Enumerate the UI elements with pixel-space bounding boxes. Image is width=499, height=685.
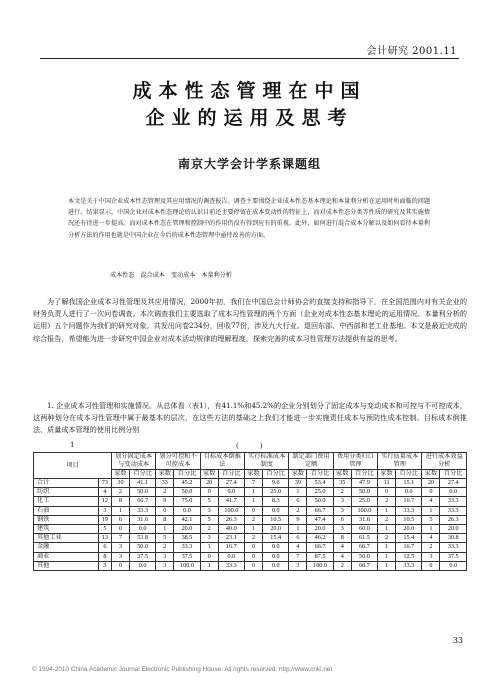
section-paragraph: 1. 企业成本习性管理和实施情况。从总体看（表1），有41.1%和45.2%的企业分别划分了固定成本与变动成本和可控与不可控成本，这两种划分在成本习性管理中属于最基本的层次，在这些方法的基础之上我们才能进一步实施责任成本与预防性成本控制。目标成本倒推法、质量成本管理的使用比例分别	[33, 401, 467, 435]
row-total: 3	[98, 561, 111, 570]
table-label: 1	[70, 441, 75, 449]
cell-percent: 37.5	[174, 552, 200, 561]
cell-count: 3	[333, 525, 351, 534]
cell-percent: 10.5	[396, 515, 422, 524]
sub-header-pct: 百分比	[351, 470, 377, 479]
cell-count: 2	[333, 488, 351, 497]
cell-percent: 33.3	[396, 506, 422, 515]
cell-percent: 26.3	[218, 515, 244, 524]
row-total: 4	[98, 488, 111, 497]
cell-percent: 50.0	[129, 543, 155, 552]
cell-count: 3	[289, 561, 307, 570]
cell-percent: 40.0	[218, 525, 244, 534]
group-header: 划分固定成本与变动成本	[111, 453, 155, 470]
keywords: 成本性态 混合成本 变动成本 本量利分析	[110, 272, 232, 279]
cell-percent: 33.3	[218, 561, 244, 570]
cell-percent: 61.5	[351, 534, 377, 543]
cell-count: 1	[378, 506, 396, 515]
cell-count: 1	[245, 497, 263, 506]
sub-header-count: 家数	[289, 470, 307, 479]
cell-count: 2	[245, 515, 263, 524]
cell-count: 20	[422, 479, 440, 488]
cell-count: 5	[200, 497, 218, 506]
cell-count: 3	[333, 497, 351, 506]
sub-header-count: 家数	[422, 470, 440, 479]
sub-header-count: 家数	[378, 470, 396, 479]
table-row	[34, 534, 467, 543]
cell-percent: 66.7	[307, 506, 333, 515]
page-number: 33	[452, 636, 463, 645]
cell-count: 3	[156, 552, 174, 561]
group-header: 费用分类归口管理	[333, 453, 377, 470]
cell-count: 2	[111, 488, 129, 497]
cell-count: 0	[422, 488, 440, 497]
cell-count: 1	[422, 506, 440, 515]
cell-percent: 37.5	[129, 552, 155, 561]
row-total: 5	[98, 525, 111, 534]
sub-header-pct: 百分比	[307, 470, 333, 479]
abstract: 本文是关于中国企业成本性态管理及其应用情况的调查报告。调查主要围绕企业成本性态基本理论和本量利分析在运用时所面临的问题进行。结果显示，中国企业对成本性态理论的认识目前还主要停留在成本变动性的特征上，而对成本性态分类等性质的研究及其实施情况还有待进一步提高。而对成本性态在管理和控制中的作用仍没有得到应有的重视。此外，如何进行混合成本分解以及如何看待本量利分析方法的作用也就是中国企业在今后的成本性态管理中亟待改善的方面。	[68, 198, 430, 239]
row-label: 石油	[34, 506, 99, 515]
sub-header-count: 家数	[156, 470, 174, 479]
cell-percent: 0.0	[174, 506, 200, 515]
sub-header-pct: 百分比	[174, 470, 200, 479]
cell-count: 2	[245, 534, 263, 543]
cell-count: 6	[333, 515, 351, 524]
cell-count: 5	[422, 515, 440, 524]
cell-percent: 47.4	[307, 515, 333, 524]
cell-percent: 33.3	[440, 506, 467, 515]
cell-percent: 37.5	[440, 552, 467, 561]
cell-count: 1	[200, 543, 218, 552]
cell-count: 3	[111, 552, 129, 561]
cell-percent: 15.4	[396, 534, 422, 543]
sub-header-count: 家数	[245, 470, 263, 479]
cell-count: 2	[333, 561, 351, 570]
cell-percent: 8.3	[263, 497, 289, 506]
cell-percent: 15.4	[263, 534, 289, 543]
cell-count: 1	[156, 525, 174, 534]
sub-header-pct: 百分比	[129, 470, 155, 479]
sub-header-count: 家数	[111, 470, 129, 479]
article-title-line2: 企业的运用及思考	[145, 107, 354, 129]
cell-percent: 33.3	[440, 497, 467, 506]
row-total: 12	[98, 497, 111, 506]
cell-percent: 50.0	[351, 488, 377, 497]
cell-count: 3	[422, 552, 440, 561]
cell-count: 0	[245, 561, 263, 570]
row-total: 19	[98, 515, 111, 524]
cell-percent: 9.6	[263, 479, 289, 488]
cell-count: 1	[289, 525, 307, 534]
cell-count: 30	[111, 479, 129, 488]
cell-count: 0	[245, 543, 263, 552]
cell-percent: 100.0	[351, 506, 377, 515]
cell-count: 2	[378, 515, 396, 524]
cell-percent: 87.5	[307, 552, 333, 561]
cell-percent: 0.0	[263, 543, 289, 552]
cell-count: 3	[200, 506, 218, 515]
cell-count: 1	[200, 561, 218, 570]
sub-header-pct: 百分比	[396, 470, 422, 479]
cell-percent: 50.0	[174, 488, 200, 497]
cell-count: 1	[378, 525, 396, 534]
cell-percent: 33.3	[396, 561, 422, 570]
cell-percent: 50.0	[307, 497, 333, 506]
cell-percent: 0.0	[129, 561, 155, 570]
cell-count: 33	[156, 479, 174, 488]
group-header: 制定部门费用定额	[289, 453, 333, 470]
cell-percent: 46.2	[307, 534, 333, 543]
header-rule	[40, 58, 459, 59]
sub-header-count: 家数	[333, 470, 351, 479]
cell-count: 0	[200, 488, 218, 497]
cell-count: 3	[111, 543, 129, 552]
cell-count: 2	[200, 525, 218, 534]
row-label: 商业	[34, 552, 99, 561]
cell-percent: 66.7	[307, 543, 333, 552]
cell-percent: 26.3	[440, 515, 467, 524]
cell-percent: 30.8	[440, 534, 467, 543]
cell-count: 1	[245, 525, 263, 534]
cell-count: 4	[289, 543, 307, 552]
cell-count: 5	[156, 534, 174, 543]
cell-percent: 100.0	[307, 561, 333, 570]
cell-percent: 10.5	[263, 515, 289, 524]
table-caption: ( )	[236, 442, 263, 450]
cell-count: 8	[111, 497, 129, 506]
cell-percent: 33.3	[440, 543, 467, 552]
row-label: 纺织	[34, 488, 99, 497]
cell-percent: 41.7	[218, 497, 244, 506]
row-label: 建筑	[34, 525, 99, 534]
cell-percent: 33.3	[129, 506, 155, 515]
cell-percent: 0.0	[263, 506, 289, 515]
cell-count: 3	[200, 534, 218, 543]
cell-count: 4	[422, 497, 440, 506]
cell-count: 2	[422, 543, 440, 552]
cell-count: 1	[245, 488, 263, 497]
cell-count: 1	[422, 525, 440, 534]
row-total: 8	[98, 552, 111, 561]
cell-count: 0	[422, 561, 440, 570]
row-label: 其他工业	[34, 534, 99, 543]
cell-count: 0	[245, 506, 263, 515]
cell-percent: 16.7	[396, 543, 422, 552]
cell-count: 2	[156, 488, 174, 497]
table-row	[34, 552, 467, 561]
cell-count: 4	[333, 552, 351, 561]
table-row	[34, 506, 467, 515]
cell-percent: 27.4	[440, 479, 467, 488]
cell-count: 0	[111, 561, 129, 570]
row-label: 化工	[34, 497, 99, 506]
cell-percent: 12.5	[396, 552, 422, 561]
cell-count: 0	[111, 525, 129, 534]
cell-percent: 20.0	[307, 525, 333, 534]
group-header: 实行质量成本管理	[378, 453, 422, 470]
cell-count: 20	[200, 479, 218, 488]
cell-percent: 53.4	[307, 479, 333, 488]
group-header: 划分可控和不可控成本	[156, 453, 200, 470]
cell-percent: 20.0	[174, 525, 200, 534]
table-row	[34, 561, 467, 570]
cell-count: 39	[289, 479, 307, 488]
cell-percent: 38.5	[174, 534, 200, 543]
cell-count: 4	[422, 534, 440, 543]
sub-header-pct: 百分比	[440, 470, 467, 479]
cell-count: 6	[289, 534, 307, 543]
cell-percent: 66.7	[351, 543, 377, 552]
cell-count: 0	[245, 552, 263, 561]
row-label: 钢铁	[34, 515, 99, 524]
group-header: 实行标准成本制度	[245, 453, 289, 470]
cell-count: 6	[111, 515, 129, 524]
cell-count: 0	[200, 552, 218, 561]
cell-percent: 23.1	[218, 534, 244, 543]
cell-percent: 75.0	[174, 497, 200, 506]
cell-percent: 20.0	[263, 525, 289, 534]
cell-percent: 15.1	[396, 479, 422, 488]
cell-percent: 25.0	[351, 497, 377, 506]
cell-percent: 0.0	[218, 488, 244, 497]
cell-percent: 66.7	[129, 497, 155, 506]
cell-count: 35	[333, 479, 351, 488]
table-row	[34, 497, 467, 506]
cell-count: 1	[378, 561, 396, 570]
item-header: 项目	[34, 453, 112, 479]
table-row	[34, 479, 467, 488]
cell-count: 1	[378, 552, 396, 561]
cell-count: 7	[245, 479, 263, 488]
cell-percent: 0.0	[129, 525, 155, 534]
copyright-footer: © 1994-2010 China Academic Journal Electronic Publishing House. All rights reserved. http://www.cnki.net	[32, 666, 333, 673]
cell-count: 8	[333, 534, 351, 543]
cell-percent: 16.7	[218, 543, 244, 552]
cell-count: 7	[289, 552, 307, 561]
cell-percent: 0.0	[263, 561, 289, 570]
cell-percent: 100.0	[218, 506, 244, 515]
cell-percent: 20.0	[440, 525, 467, 534]
table-row	[34, 525, 467, 534]
cell-percent: 27.4	[218, 479, 244, 488]
cell-percent: 42.1	[174, 515, 200, 524]
cell-count: 8	[156, 515, 174, 524]
cell-count: 5	[200, 515, 218, 524]
cell-count: 1	[289, 488, 307, 497]
cell-percent: 41.1	[129, 479, 155, 488]
cell-percent: 0.0	[440, 561, 467, 570]
sub-header-pct: 百分比	[263, 470, 289, 479]
cell-count: 9	[289, 515, 307, 524]
row-total: 73	[98, 479, 111, 488]
cell-percent: 66.7	[351, 561, 377, 570]
cell-percent: 31.6	[351, 515, 377, 524]
row-total: 13	[98, 534, 111, 543]
row-label: 金融	[34, 543, 99, 552]
intro-paragraph: 为了解我国企业成本习性管理及其应用情况，2000年初，我们在中国总会计师协会的直接支持和指导下，在全国范围内对有关企业的财务负责人进行了一次问卷调查。本次调查我们主要选取了成本习性管理的两个方面（企业对成本性态基本理论的运用情况、本量利分析的运用）五个问题作为我们的研究对象。共发出问卷234份，回收77份，涉及九大行业。退回东部、中西部和老工业基地。本文是最近完成的综合报告，希望能为进一步研究中国企业对成本活动规律的理解程度，探索完善的成本习性管理方法提供有益的思考。	[33, 297, 467, 343]
cell-percent: 20.0	[396, 525, 422, 534]
cell-percent: 33.3	[174, 543, 200, 552]
cell-count: 2	[378, 497, 396, 506]
table-row	[34, 488, 467, 497]
cell-percent: 50.0	[351, 552, 377, 561]
article-title-line1: 成本性态管理在中国	[132, 80, 367, 102]
cell-count: 3	[156, 561, 174, 570]
cell-count: 11	[378, 479, 396, 488]
row-label: 合计	[34, 479, 99, 488]
cell-percent: 47.9	[351, 479, 377, 488]
table-body	[34, 479, 467, 571]
cell-percent: 100.0	[174, 561, 200, 570]
cell-percent: 16.7	[396, 497, 422, 506]
cell-count: 2	[156, 543, 174, 552]
sub-header-count: 家数	[200, 470, 218, 479]
cell-count: 6	[289, 497, 307, 506]
table-row	[34, 543, 467, 552]
cell-count: 7	[111, 534, 129, 543]
cell-percent: 25.0	[263, 488, 289, 497]
group-header: 目标成本倒推法	[200, 453, 244, 470]
sub-header-pct: 百分比	[218, 470, 244, 479]
cell-count: 9	[156, 497, 174, 506]
cell-percent: 0.0	[440, 488, 467, 497]
journal-header: 会计研究 2001.11	[366, 46, 457, 57]
cell-count: 0	[156, 506, 174, 515]
row-total: 3	[98, 506, 111, 515]
table-row	[34, 515, 467, 524]
cell-count: 2	[289, 506, 307, 515]
cell-percent: 0.0	[263, 552, 289, 561]
row-total: 6	[98, 543, 111, 552]
cell-percent: 45.2	[174, 479, 200, 488]
cell-percent: 0.0	[396, 488, 422, 497]
cell-percent: 25.0	[307, 488, 333, 497]
cell-count: 4	[333, 543, 351, 552]
cell-percent: 60.0	[351, 525, 377, 534]
cell-count: 1	[378, 543, 396, 552]
cell-percent: 0.0	[218, 552, 244, 561]
cell-percent: 50.0	[129, 488, 155, 497]
group-header: 进行成本效益分析	[422, 453, 467, 470]
survey-table	[33, 452, 467, 571]
cell-percent: 53.8	[129, 534, 155, 543]
cell-count: 1	[111, 506, 129, 515]
cell-count: 3	[333, 506, 351, 515]
row-label: 其他	[34, 561, 99, 570]
cell-count: 0	[378, 488, 396, 497]
cell-percent: 31.6	[129, 515, 155, 524]
cell-count: 2	[378, 534, 396, 543]
author: 南京大学会计学系课题组	[177, 157, 321, 171]
